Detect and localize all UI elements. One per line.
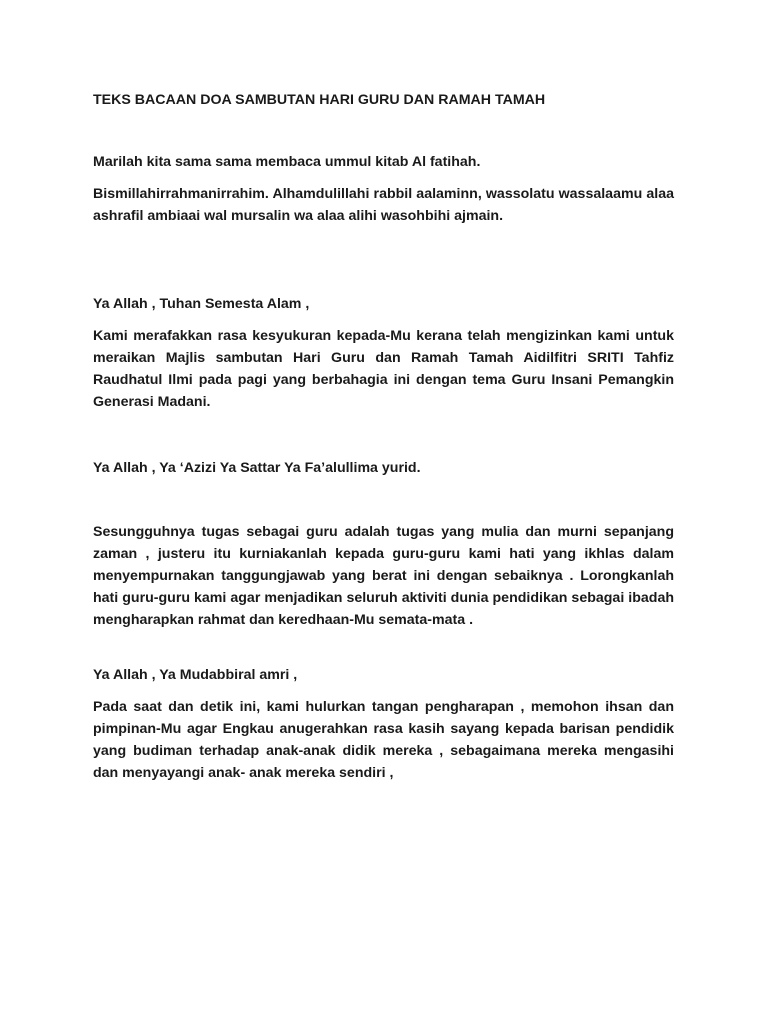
paragraph-gratitude: Kami merafakkan rasa kesyukuran kepada-Mu kerana telah mengizinkan kami untuk meraikan Majlis sambutan Hari Guru dan Ramah Tamah Aidilfitri SRITI Tahfiz Raudhatul Ilmi pada pagi yang berbahagia ini dengan tema Guru Insani Pemangkin Generasi Madani. [93,328,674,410]
paragraph-invocation-1: Ya Allah , Tuhan Semesta Alam , [93,296,310,312]
paragraph-teachers-duty: Sesungguhnya tugas sebagai guru adalah tugas yang mulia dan murni sepanjang zaman , justeru itu kurniakanlah kepada guru-guru kami hati yang ikhlas dalam menyempurnakan tanggungjawab yang berat ini dengan sebaiknya . Lorongkanlah hati guru-guru kami agar menjadikan seluruh aktiviti dunia pendidikan sebagai ibadah mengharapkan rahmat dan keredhaan-Mu semata-mata . [93,524,674,628]
paragraph-plea: Pada saat dan detik ini, kami hulurkan tangan pengharapan , memohon ihsan dan pimpinan-Mu agar Engkau anugerahkan rasa kasih sayang kepada barisan pendidik yang budiman terhadap anak-anak didik mereka , sebagaimana mereka mengasihi dan menyayangi anak- anak mereka sendiri , [93,699,674,781]
paragraph-invocation-2: Ya Allah , Ya ‘Azizi Ya Sattar Ya Fa’alullima yurid. [93,460,421,476]
paragraph-opening: Marilah kita sama sama membaca ummul kitab Al fatihah. [93,154,481,170]
paragraph-invocation-3: Ya Allah , Ya Mudabbiral amri , [93,667,298,683]
document-title: TEKS BACAAN DOA SAMBUTAN HARI GURU DAN RAMAH TAMAH [93,92,546,108]
paragraph-bismillah: Bismillahirrahmanirrahim. Alhamdulillahi rabbil aalaminn, wassolatu wassalaamu alaa ashrafil ambiaai wal mursalin wa alaa alihi wasohbihi ajmain. [93,186,674,224]
